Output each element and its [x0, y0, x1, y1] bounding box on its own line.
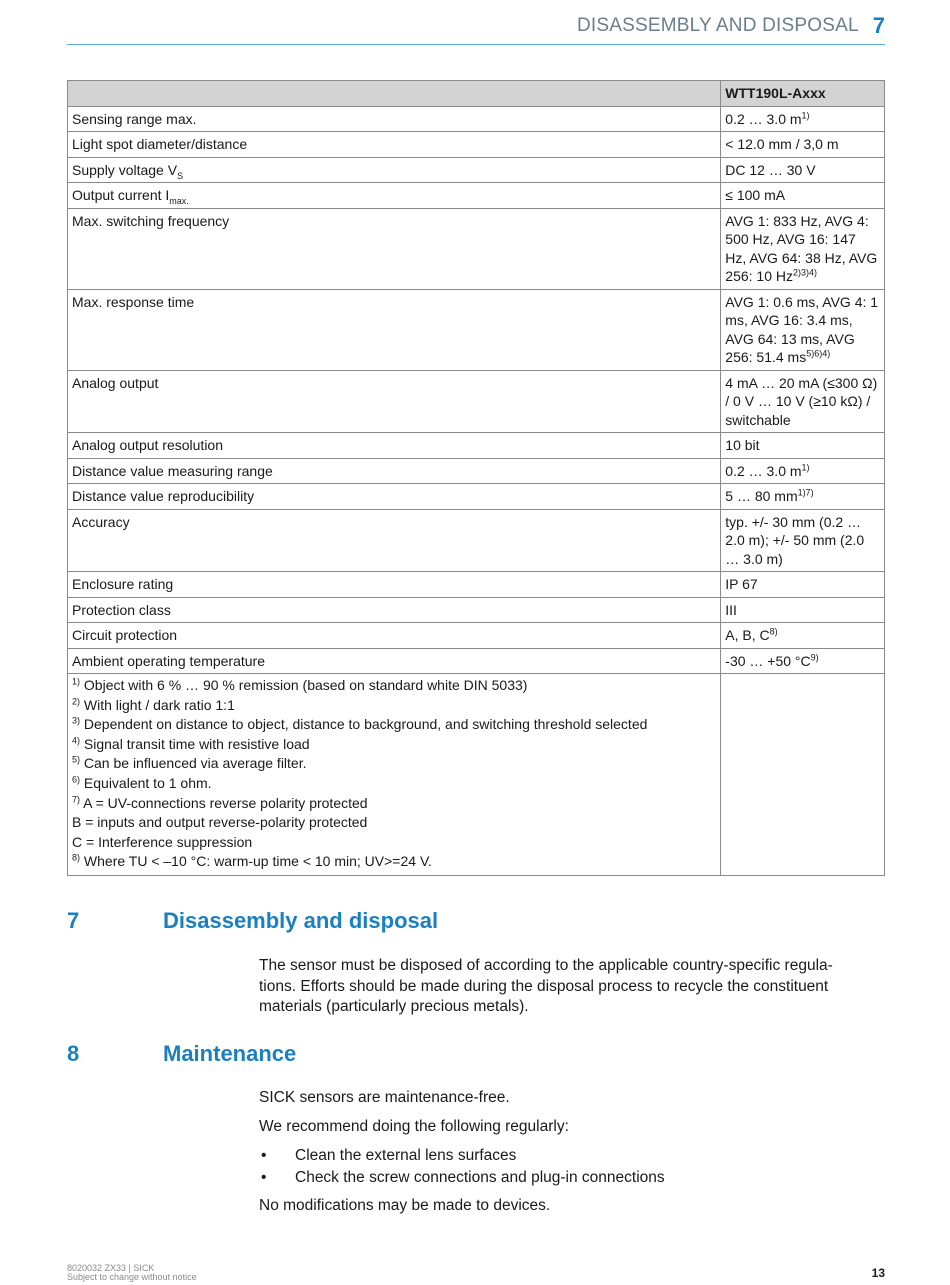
spec-value-cell	[721, 433, 885, 459]
disposal-paragraph: The sensor must be disposed of according to the applicable country-specific regula-tions. Efforts should be made during the disposal process to recycle the constituent materials (particularly precious metals).	[259, 957, 833, 1015]
spec-value: DC 12 … 30 V	[725, 161, 816, 178]
footnote-ref: 8)	[769, 626, 778, 637]
spec-value: typ. +/- 30 mm (0.2 … 2.0 m); +/- 50 mm (2.0 … 3.0 m)	[725, 513, 865, 567]
spec-label-cell	[68, 433, 721, 459]
footnote-ref: 5)6)4)	[806, 348, 831, 359]
spec-label: Max. response time	[72, 293, 195, 310]
spec-label: Ambient operating temperature	[72, 652, 265, 669]
spec-label-subscript: S	[177, 170, 184, 181]
table-row	[68, 132, 885, 158]
spec-label-cell	[68, 458, 721, 484]
footnote-text: Can be influenced via average filter.	[83, 755, 307, 772]
spec-label: Distance value reproducibility	[72, 488, 255, 504]
table-row	[68, 623, 885, 649]
page-number: 13	[871, 1266, 885, 1280]
spec-value: AVG 1: 0.6 ms, AVG 4: 1 ms, AVG 16: 3.4 ms, AVG 64: 13 ms, AVG 256: 51.4 ms	[725, 293, 879, 365]
footnote	[72, 774, 716, 794]
footer-doc-info	[67, 1264, 197, 1282]
table-row	[68, 509, 885, 572]
spec-label: Accuracy	[72, 513, 130, 530]
table-column-header: WTT190L-Axxx	[721, 81, 885, 107]
spec-value: 0.2 … 3.0 m	[725, 110, 802, 127]
footnote-mark: 8)	[72, 852, 81, 863]
footnote-ref: 1)	[801, 109, 810, 120]
table-row	[68, 183, 885, 209]
spec-value: A, B, C	[725, 627, 770, 643]
spec-label-cell	[68, 572, 721, 598]
footnote-mark: 2)	[72, 695, 81, 706]
spec-label-cell	[68, 484, 721, 510]
footnote-text: C = Interference suppression	[72, 833, 253, 850]
table-row	[68, 208, 885, 289]
table-row	[68, 433, 885, 459]
page-header	[67, 8, 885, 45]
footnote-mark: 3)	[72, 715, 81, 726]
spec-value: 0.2 … 3.0 m	[725, 462, 802, 479]
spec-label: Light spot diameter/distance	[72, 136, 248, 152]
table-row	[68, 648, 885, 674]
table-row	[68, 572, 885, 598]
spec-value: -30 … +50 °C	[725, 652, 811, 669]
footnotes-empty-cell	[721, 674, 885, 876]
spec-value: 5 … 80 mm	[725, 488, 798, 504]
spec-value-cell	[721, 572, 885, 598]
footnote	[72, 813, 716, 833]
spec-label-cell	[68, 623, 721, 649]
footnote-ref: 1)7)	[797, 487, 814, 498]
section-title: Maintenance	[163, 1041, 297, 1066]
table-row	[68, 458, 885, 484]
spec-value-cell	[721, 208, 885, 289]
spec-value: 4 mA … 20 mA (≤300 Ω) / 0 V … 10 V (≥10 kΩ) / switchable	[725, 374, 878, 428]
spec-label: Enclosure rating	[72, 576, 174, 592]
footnote	[72, 715, 716, 735]
footnote-text: B = inputs and output reverse-polarity protected	[72, 814, 368, 831]
spec-label: Circuit protection	[72, 627, 178, 643]
spec-label-cell	[68, 597, 721, 623]
footer-doc-ref: 8020032 ZX33 | SICK	[67, 1263, 155, 1273]
footnote	[72, 735, 716, 755]
footnote-text: Object with 6 % … 90 % remission (based on standard white DIN 5033)	[83, 677, 528, 693]
spec-label: Supply voltage V	[72, 161, 178, 178]
table-header-row	[68, 81, 885, 107]
header-title: DISASSEMBLY AND DISPOSAL	[576, 15, 859, 36]
spec-value-cell	[721, 370, 885, 433]
footnote	[72, 794, 716, 814]
spec-label: Analog output	[72, 374, 159, 391]
list-item: • Check the screw connections and plug-in connections	[259, 1167, 665, 1189]
footnote	[72, 852, 716, 872]
spec-value-cell	[721, 509, 885, 572]
spec-value-cell	[721, 597, 885, 623]
list-item: • Clean the external lens surfaces	[259, 1145, 665, 1167]
section-number: 8	[67, 1041, 80, 1066]
maintenance-para-2: We recommend doing the following regularly:	[259, 1118, 569, 1135]
table-row	[68, 597, 885, 623]
spec-label-cell	[68, 183, 721, 209]
spec-value: < 12.0 mm / 3,0 m	[725, 136, 839, 152]
spec-label: Sensing range max.	[72, 110, 197, 127]
spec-label: Protection class	[72, 601, 171, 618]
spec-label: Distance value measuring range	[72, 462, 273, 479]
footnote-text: A = UV-connections reverse polarity protected	[83, 794, 368, 811]
spec-value: IP 67	[725, 576, 758, 592]
spec-label: Output current I	[72, 187, 170, 203]
table-row	[68, 157, 885, 183]
spec-value-cell	[721, 289, 885, 370]
footnote-text: Where TU < –10 °C: warm-up time < 10 min; UV>=24 V.	[83, 853, 432, 870]
footer-notice: Subject to change without notice	[67, 1272, 197, 1282]
spec-value: AVG 1: 833 Hz, AVG 4: 500 Hz, AVG 16: 147 Hz, AVG 64: 38 Hz, AVG 256: 10 Hz	[725, 212, 878, 284]
spec-label-cell	[68, 289, 721, 370]
footnotes-row	[68, 674, 885, 876]
footnote-text: Equivalent to 1 ohm.	[83, 774, 212, 791]
spec-value-cell	[721, 106, 885, 132]
table-row	[68, 484, 885, 510]
maintenance-para-3: No modifications may be made to devices.	[259, 1197, 551, 1214]
section-number: 7	[67, 908, 80, 933]
spec-value: III	[725, 601, 737, 618]
footnote	[72, 754, 716, 774]
table-row	[68, 289, 885, 370]
section-title: Disassembly and disposal	[163, 908, 439, 933]
spec-label-cell	[68, 370, 721, 433]
table-row	[68, 106, 885, 132]
footnote	[72, 696, 716, 716]
footnote-ref: 9)	[810, 651, 819, 662]
spec-label: Max. switching frequency	[72, 212, 230, 229]
footnote-mark: 1)	[72, 676, 81, 687]
spec-label-subscript: max.	[169, 195, 189, 206]
footnote-text: Signal transit time with resistive load	[83, 735, 310, 752]
footnote-mark: 6)	[72, 774, 81, 785]
spec-label-cell	[68, 132, 721, 158]
footnote-mark: 4)	[72, 735, 81, 746]
footnote-mark: 7)	[72, 793, 81, 804]
spec-label-cell	[68, 648, 721, 674]
footnote-text: Dependent on distance to object, distance to background, and switching threshold selected	[83, 716, 648, 733]
spec-value-cell	[721, 132, 885, 158]
spec-label-cell	[68, 106, 721, 132]
spec-label-cell	[68, 208, 721, 289]
table-row	[68, 370, 885, 433]
footnote-ref: 1)	[801, 461, 810, 472]
spec-value-cell	[721, 183, 885, 209]
spec-value: ≤ 100 mA	[725, 187, 786, 203]
spec-value-cell	[721, 458, 885, 484]
footnote-mark: 5)	[72, 754, 81, 765]
maintenance-bullet-list	[259, 1145, 665, 1188]
maintenance-para-1: SICK sensors are maintenance-free.	[259, 1089, 510, 1106]
header-chapter-number: 7	[872, 13, 885, 38]
spec-value: 10 bit	[725, 437, 760, 453]
footnote	[72, 833, 716, 853]
footnote-text: With light / dark ratio 1:1	[83, 696, 235, 713]
footnote	[72, 676, 716, 696]
table-header-empty-cell	[68, 81, 721, 107]
spec-label: Analog output resolution	[72, 437, 223, 453]
spec-value-cell	[721, 157, 885, 183]
spec-value-cell	[721, 484, 885, 510]
spec-table	[67, 80, 885, 876]
footnote-ref: 2)3)4)	[793, 267, 818, 278]
spec-value-cell	[721, 623, 885, 649]
spec-value-cell	[721, 648, 885, 674]
footnotes-cell	[68, 674, 721, 876]
spec-label-cell	[68, 509, 721, 572]
spec-label-cell	[68, 157, 721, 183]
